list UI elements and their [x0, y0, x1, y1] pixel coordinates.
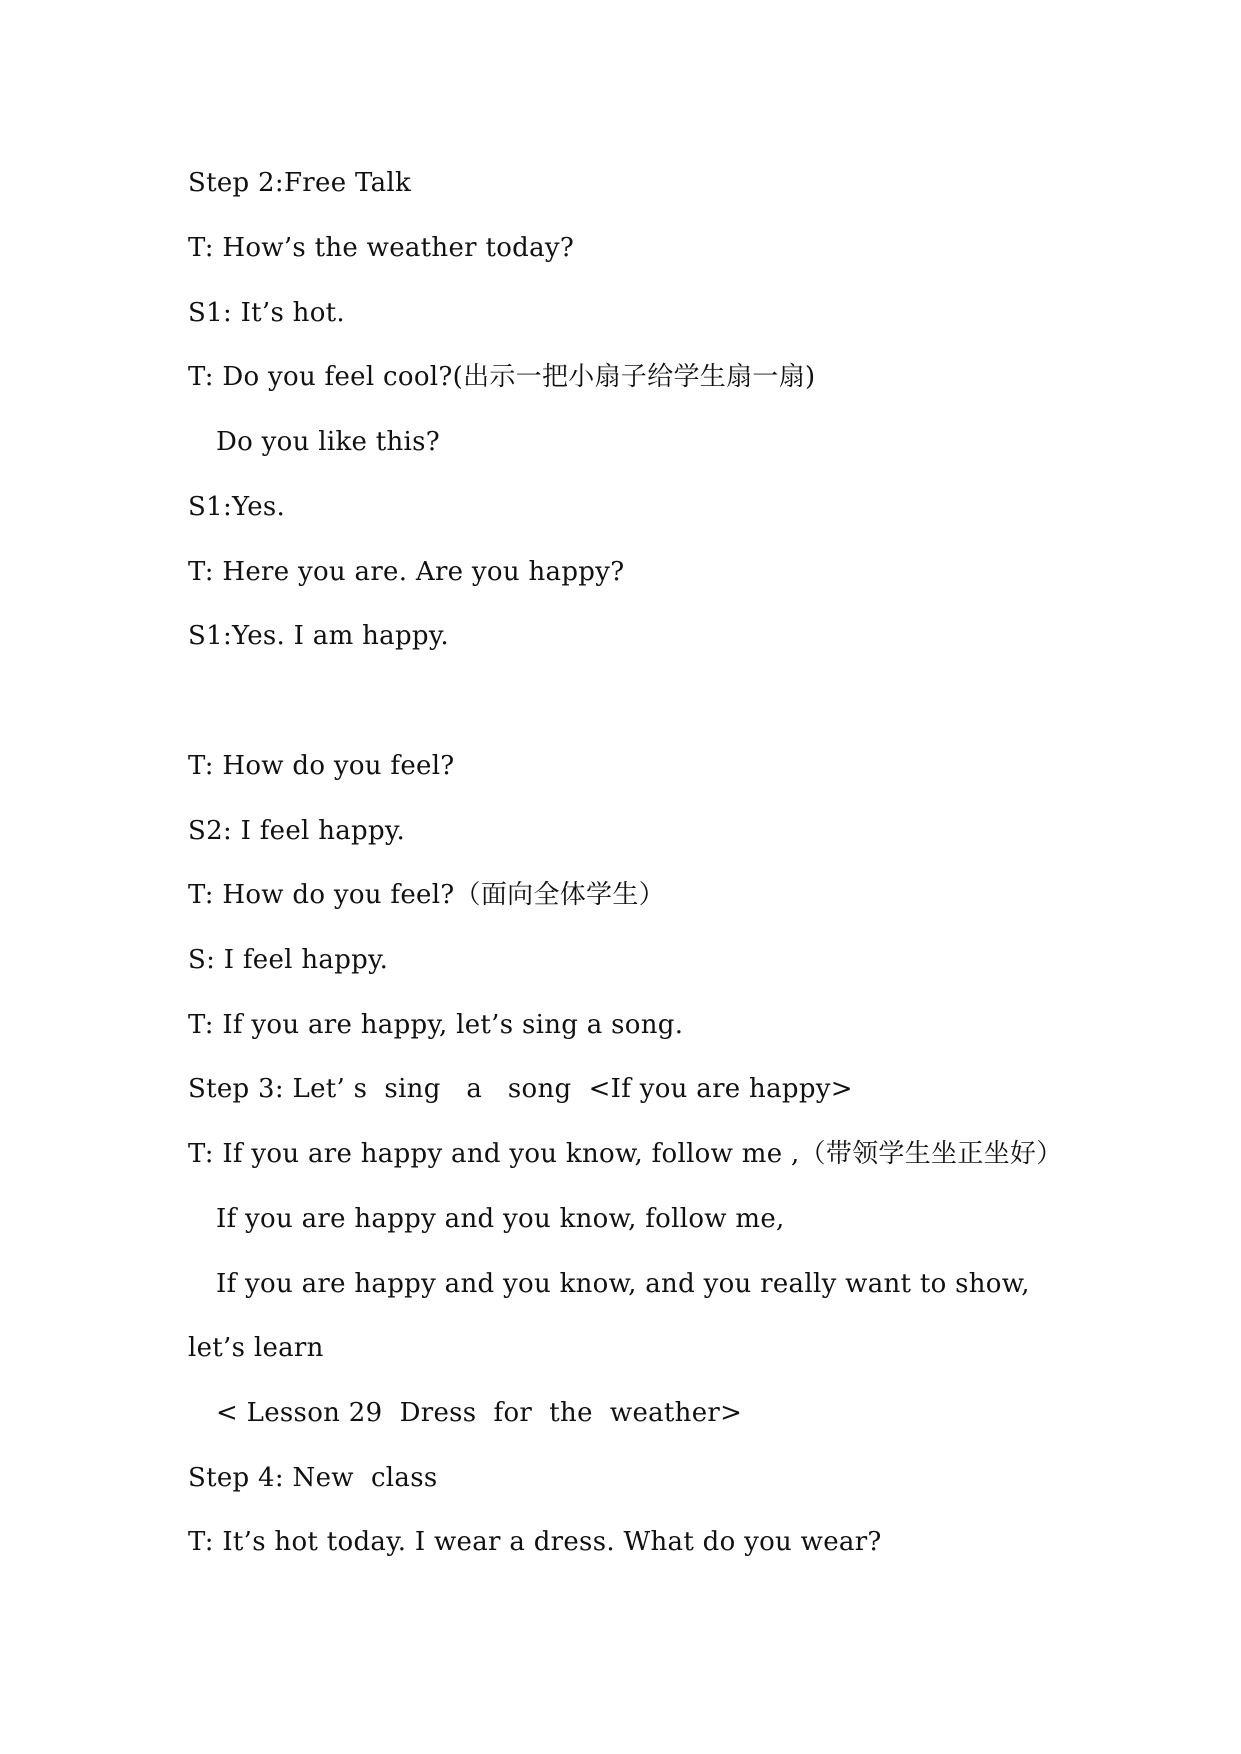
dialogue-line: S: I feel happy. — [188, 945, 389, 975]
dialogue-line: S2: I feel happy. — [188, 816, 406, 846]
dialogue-line: S1:Yes. — [188, 492, 286, 522]
lesson-title: < Lesson 29 Dress for the weather> — [216, 1398, 743, 1428]
song-lyric-line: If you are happy and you know, and you really want to show, — [216, 1269, 1030, 1299]
dialogue-line: T: How’s the weather today? — [188, 233, 575, 263]
dialogue-line: S1: It’s hot. — [188, 298, 345, 328]
dialogue-line: T: How do you feel? — [188, 751, 455, 781]
section-heading-step-3: Step 3: Let’ s sing a song <If you are happy> — [188, 1074, 853, 1104]
song-lyric-line: If you are happy and you know, follow me, — [216, 1204, 785, 1234]
dialogue-line: T: Do you feel cool?(出示一把小扇子给学生扇一扇) — [188, 362, 816, 392]
section-heading-step-4: Step 4: New class — [188, 1463, 438, 1493]
section-heading-step-2: Step 2:Free Talk — [188, 168, 412, 198]
dialogue-line: T: If you are happy, let’s sing a song. — [188, 1010, 684, 1040]
dialogue-line: T: If you are happy and you know, follow me ,（带领学生坐正坐好） — [188, 1139, 1063, 1169]
song-lyric-line: let’s learn — [188, 1333, 324, 1363]
dialogue-line: T: It’s hot today. I wear a dress. What do you wear? — [188, 1527, 882, 1557]
dialogue-line: T: Here you are. Are you happy? — [188, 557, 625, 587]
dialogue-line: Do you like this? — [216, 427, 441, 457]
dialogue-line: S1:Yes. I am happy. — [188, 621, 449, 651]
dialogue-line: T: How do you feel?（面向全体学生） — [188, 880, 665, 910]
